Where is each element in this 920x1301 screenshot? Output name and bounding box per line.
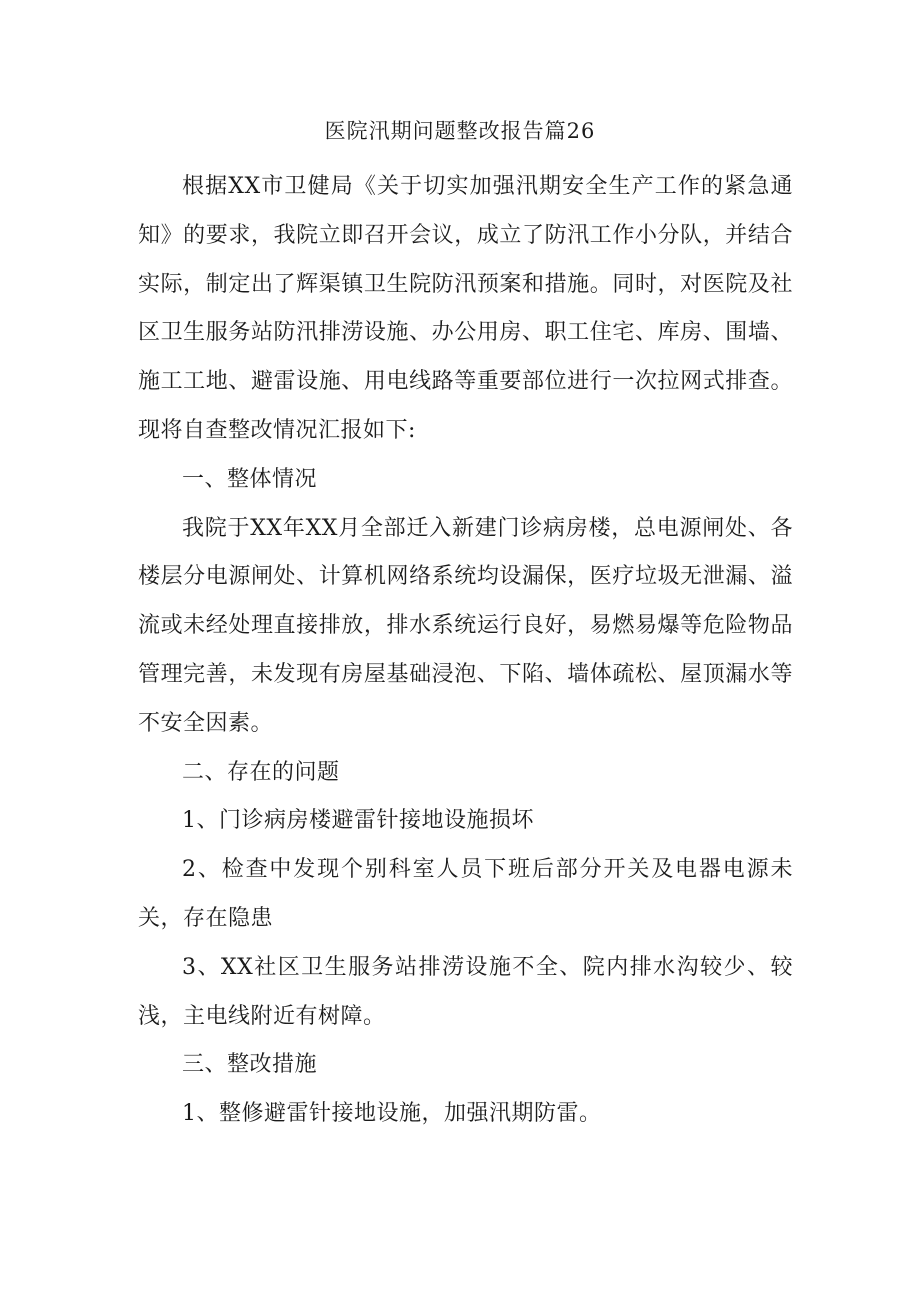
problem-item-2: 2、检查中发现个别科室人员下班后部分开关及电器电源未关，存在隐患 bbox=[138, 857, 793, 931]
problem-item-1: 1、门诊病房楼避雷针接地设施损坏 bbox=[182, 808, 534, 834]
problem-item-3: 3、XX社区卫生服务站排涝设施不全、院内排水沟较少、较浅，主电线附近有树障。 bbox=[138, 954, 793, 1029]
paragraph-overall: 我院于XX年XX月全部迁入新建门诊病房楼，总电源闸处、各楼层分电源闸处、计算机网络系统均设漏保，医疗垃圾无泄漏、溢流或未经处理直接排放，排水系统运行良好，易燃易爆等危险物品管理完善，未发现有房屋基础浸泡、下陷、墙体疏松、屋顶漏水等不安全因素。 bbox=[138, 515, 793, 736]
measure-item-1: 1、整修避雷针接地设施，加强汛期防雷。 bbox=[182, 1101, 602, 1127]
document-body bbox=[138, 163, 793, 1139]
section-heading-overall: 一、整体情况 bbox=[182, 466, 318, 492]
section-heading-measures: 三、整改措施 bbox=[182, 1052, 318, 1078]
paragraph-intro: 根据XX市卫健局《关于切实加强汛期安全生产工作的紧急通知》的要求，我院立即召开会议，成立了防汛工作小分队，并结合实际，制定出了辉渠镇卫生院防汛预案和措施。同时，对医院及社区卫生服务站防汛排涝设施、办公用房、职工住宅、库房、围墙、施工工地、避雷设施、用电线路等重要部位进行一次拉网式排查。现将自查整改情况汇报如下: bbox=[138, 174, 793, 443]
section-heading-problems: 二、存在的问题 bbox=[182, 759, 340, 785]
document-title: 医院汛期问题整改报告篇26 bbox=[324, 119, 596, 143]
